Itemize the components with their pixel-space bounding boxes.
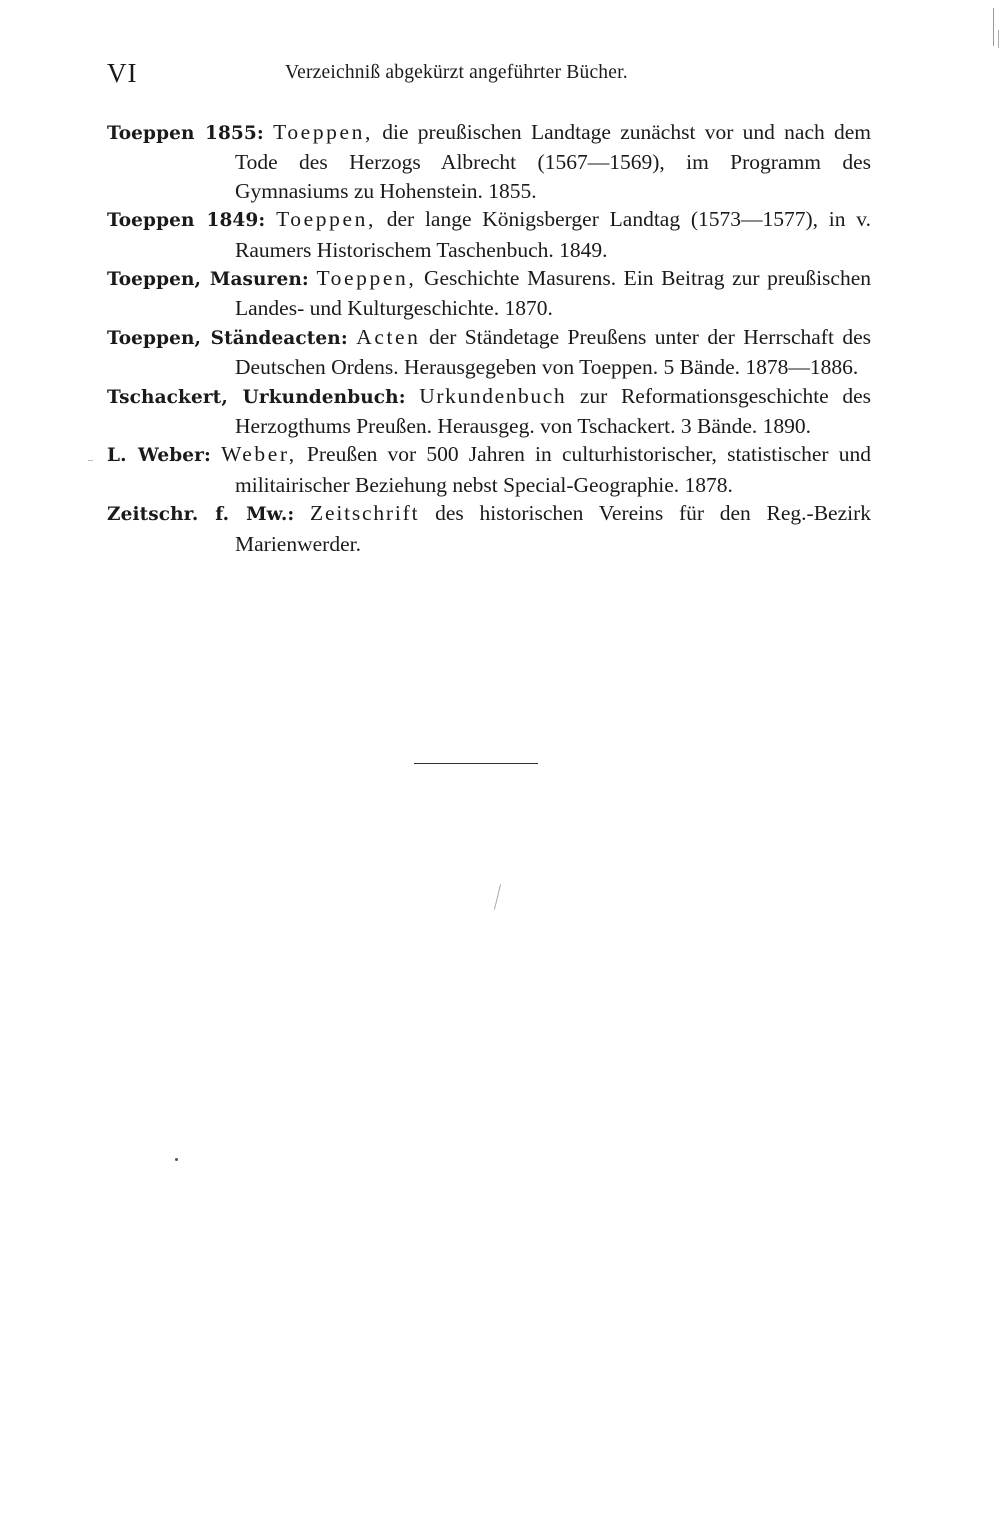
bibliography-entry [107,323,871,382]
scan-artifact [88,460,93,461]
bibliography-entry [107,205,871,264]
bibliography-list [107,118,871,558]
page-number: VI [107,58,138,88]
bibliography-entry [107,118,871,205]
entry-abbreviation: Toeppen 1849: [107,210,266,232]
section-divider [414,763,538,764]
bibliography-entry [107,264,871,323]
entry-abbreviation: Toeppen, Ständeacten: [107,327,348,349]
entry-author: Weber, [221,442,297,467]
entry-text: Preußen vor 500 Jahren in culturhistorischer, statistischer und militairischer Beziehung nebst Special-Geographie. 1878. [235,442,872,497]
entry-author: Acten [356,324,421,349]
scan-artifact [993,8,994,46]
entry-abbreviation: Zeitschr. f. Mw.: [107,504,295,526]
entry-abbreviation: L. Weber: [107,445,211,467]
entry-text: der Ständetage Preußens unter der Herrschaft des Deutschen Ordens. Herausgegeben von Toeppen. 5 Bände. 1878—1886. [235,324,872,380]
bibliography-entry [107,440,871,499]
entry-text: des historischen Vereins für den Reg.-Bezirk Marienwerder. [235,501,871,556]
entry-text: zur Reformationsgeschichte des Herzogthums Preußen. Herausgeg. von Tschackert. 3 Bände. 1890. [235,383,872,439]
entry-author: Zeitschrift [310,501,420,526]
entry-author: Toeppen, [273,120,373,144]
running-head: Verzeichniß abgekürzt angeführter Bücher. [285,62,628,83]
entry-abbreviation: Toeppen, Masuren: [107,269,309,291]
scan-artifact [494,884,501,909]
scan-artifact [175,1158,178,1161]
entry-author: Toeppen, [276,207,376,232]
entry-abbreviation: Tschackert, Urkundenbuch: [107,386,406,408]
entry-text: die preußischen Landtage zunächst vor und nach dem Tode des Herzogs Albrecht (1567—1569), im Programm des Gymnasiums zu Hohenstein. 1855. [235,120,872,203]
scan-artifact [998,30,999,48]
entry-text: Geschichte Masurens. Ein Beitrag zur preußischen Landes- und Kulturgeschichte. 1870. [235,266,872,321]
entry-text: der lange Königsberger Landtag (1573—1577), in v. Raumers Historischem Taschenbuch. 1849. [235,207,872,262]
entry-author: Urkundenbuch [419,383,567,408]
bibliography-entry [107,382,871,441]
bibliography-entry [107,499,871,558]
entry-abbreviation: Toeppen 1855: [107,123,264,144]
entry-author: Toeppen, [316,266,417,291]
